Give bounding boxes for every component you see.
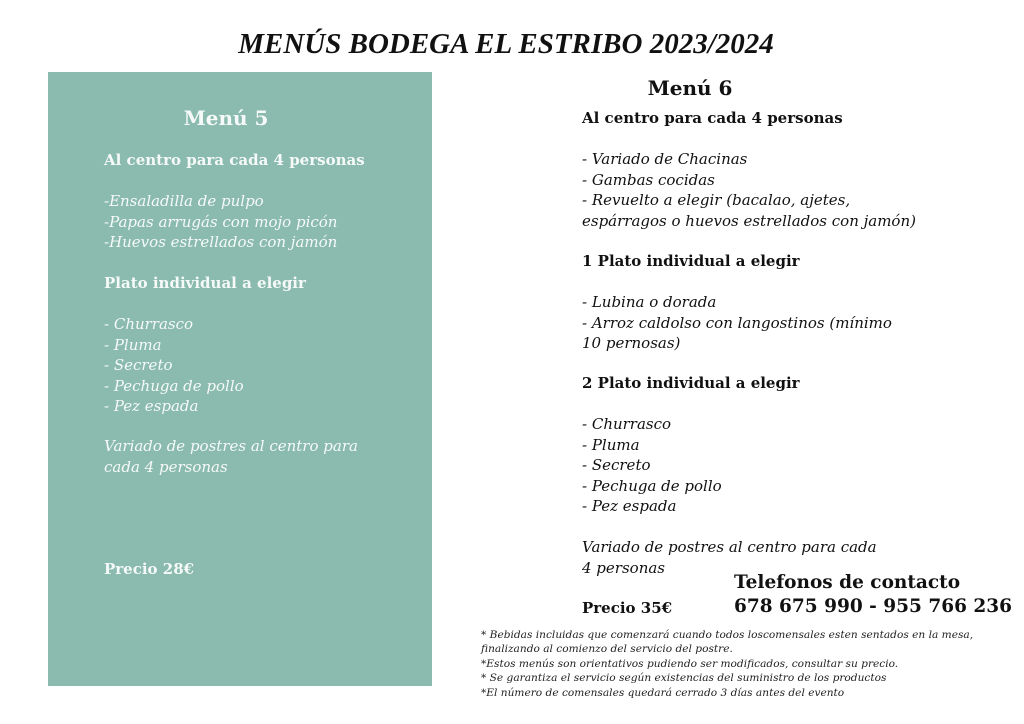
- list-item: - Variado de Chacinas: [582, 150, 748, 168]
- list-item: -Papas arrugás con mojo picón: [104, 212, 338, 231]
- list-item: 10 pernosas): [582, 334, 681, 352]
- list-item: - Arroz caldolso con langostinos (mínimo: [582, 313, 892, 332]
- footnote: * Se garantiza el servicio según existencias del suministro de los productos: [481, 672, 887, 685]
- list-item: -Ensaladilla de pulpo: [104, 192, 264, 210]
- footnote: *El número de comensales quedará cerrado 3 días antes del evento: [481, 686, 845, 699]
- menu-5-individual-heading: Plato individual a elegir: [104, 274, 306, 292]
- menu-5-dessert: [104, 436, 424, 477]
- menu-6-title: Menú 6: [647, 76, 733, 100]
- menu-6-second-course-heading: 2 Plato individual a elegir: [582, 374, 800, 392]
- list-item: - Lubina o dorada: [582, 293, 717, 311]
- list-item: - Secreto: [582, 456, 651, 474]
- footnote: * Bebidas incluidas que comenzará cuando todos loscomensales esten sentados en la mesa,: [481, 629, 974, 641]
- dessert-line: 4 personas: [582, 558, 665, 577]
- list-item: espárragos o huevos estrellados con jamón): [582, 211, 916, 230]
- menu-6-first-course-heading: 1 Plato individual a elegir: [582, 252, 800, 270]
- menu-5-individual-list: [104, 314, 424, 417]
- menu-6-first-course-list: [582, 292, 942, 354]
- menu-6-shared-list: [582, 149, 942, 231]
- menu-5-title: Menú 5: [183, 106, 269, 130]
- menu-6-second-course-list: [582, 414, 942, 517]
- menu-5-shared-list: [104, 191, 424, 253]
- list-item: -Huevos estrellados con jamón: [104, 233, 338, 251]
- menu-5-shared-heading: Al centro para cada 4 personas: [104, 151, 365, 169]
- list-item: - Churrasco: [582, 415, 672, 433]
- contact-phones: 678 675 990 - 955 766 236: [734, 596, 1013, 617]
- page-title: MENÚS BODEGA EL ESTRIBO 2023/2024: [238, 28, 774, 60]
- list-item: - Pluma: [104, 335, 162, 354]
- list-item: - Revuelto a elegir (bacalao, ajetes,: [582, 191, 851, 209]
- list-item: - Pechuga de pollo: [582, 476, 722, 495]
- list-item: - Pluma: [582, 435, 640, 454]
- menu-5-panel: [48, 72, 432, 686]
- list-item: - Gambas cocidas: [582, 170, 715, 189]
- contact-heading: Telefonos de contacto: [734, 572, 961, 593]
- dessert-line: Variado de postres al centro para: [104, 437, 358, 455]
- menu-6-shared-heading: Al centro para cada 4 personas: [582, 109, 843, 127]
- list-item: - Secreto: [104, 356, 173, 374]
- list-item: - Pechuga de pollo: [104, 376, 244, 395]
- dessert-line: Variado de postres al centro para cada: [582, 538, 877, 556]
- footnote: finalizando al comienzo del servicio del postre.: [481, 643, 733, 656]
- menu-6-price: Precio 35€: [582, 599, 673, 617]
- footnote: *Estos menús son orientativos pudiendo ser modificados, consultar su precio.: [481, 657, 899, 670]
- contact-block: [734, 571, 1012, 619]
- list-item: - Pez espada: [104, 397, 199, 415]
- menu-5-price: Precio 28€: [104, 560, 195, 578]
- list-item: - Pez espada: [582, 497, 677, 515]
- footnotes: [481, 628, 1001, 700]
- dessert-line: cada 4 personas: [104, 457, 228, 476]
- list-item: - Churrasco: [104, 315, 194, 333]
